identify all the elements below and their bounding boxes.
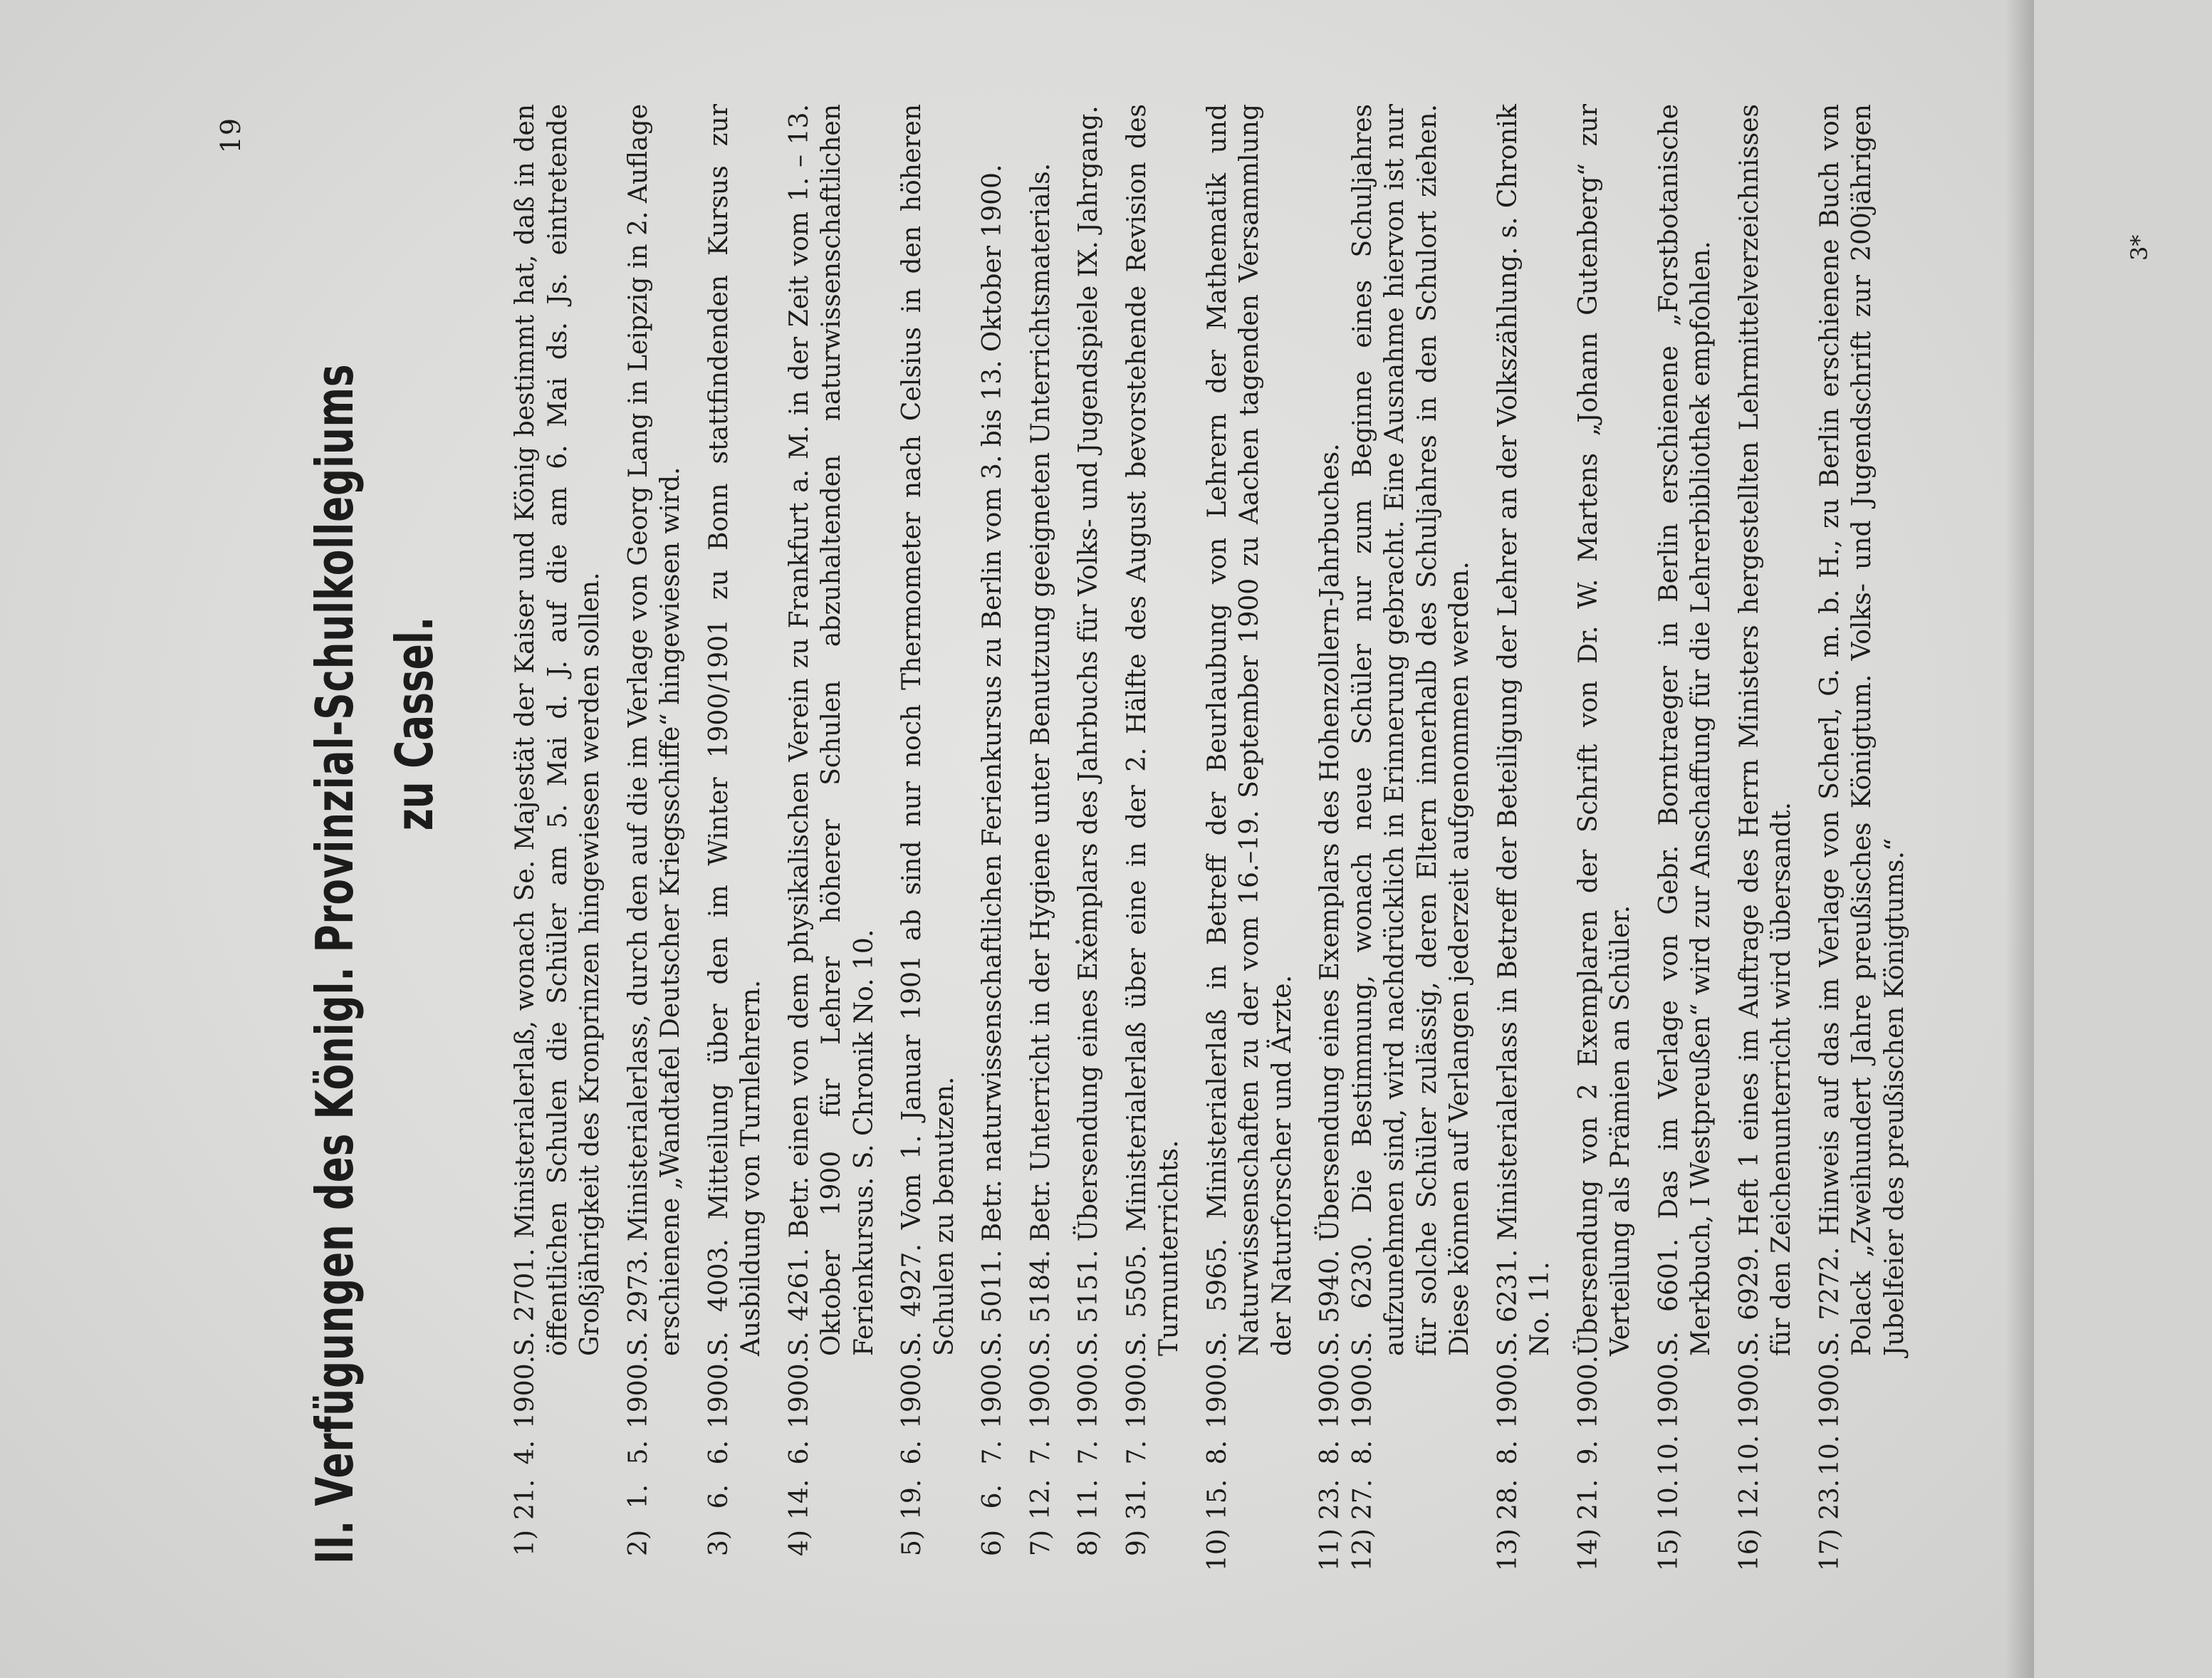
entry-day: 14. <box>784 1479 814 1520</box>
decree-list <box>509 104 1911 1571</box>
entry-day: 31. <box>1122 1479 1152 1520</box>
entry-text: Übersendung von 2 Exemplaren der Schrift von Dr. W. Martens „Johann Gutenberg“ zur Verteilung als Prämien an Schüler. <box>1573 104 1635 1356</box>
list-item <box>976 104 1009 1571</box>
entry-number: 14) <box>1573 1528 1603 1571</box>
printer-signature-mark: 3* <box>2126 234 2153 261</box>
entry-year: 1900. <box>1493 1355 1523 1429</box>
entry-day: 10. <box>1654 1479 1684 1520</box>
entry-text: S. 5940. Übersendung eines Exemplars des Hohenzollern-Jahrbuches. <box>1315 443 1345 1356</box>
list-item <box>1314 104 1347 1571</box>
list-item <box>896 104 961 1571</box>
entry-month: 6. <box>704 1440 734 1465</box>
entry-month: 10. <box>1734 1434 1764 1476</box>
list-item <box>1733 104 1798 1571</box>
entry-number: 1) <box>511 1530 540 1556</box>
entry-number: 13) <box>1493 1528 1523 1571</box>
entry-day: 6. <box>978 1484 1007 1509</box>
entry-year: 1900. <box>1573 1355 1603 1429</box>
entry-day: 11. <box>1074 1479 1103 1520</box>
entry-number: 11) <box>1315 1528 1345 1571</box>
list-item <box>703 104 768 1571</box>
section-title-continuation: zu Cassel. <box>385 616 444 831</box>
list-item <box>622 104 687 1571</box>
entry-year: 1900. <box>704 1355 734 1429</box>
list-item <box>1653 104 1718 1571</box>
entry-day: 15. <box>1202 1479 1232 1520</box>
entry-day: 19. <box>897 1479 927 1520</box>
entry-number: 9) <box>1122 1530 1152 1556</box>
entry-day: 21. <box>1573 1479 1603 1520</box>
entry-number: 17) <box>1815 1528 1845 1571</box>
section-title: II. Verfügungen des Königl. Provinzial-Schulkollegiums <box>305 363 365 1564</box>
entry-year: 1900. <box>1122 1355 1152 1429</box>
entry-year: 1900. <box>897 1355 927 1429</box>
entry-text: S. 2701. Ministerialerlaß, wonach Se. Majestät der Kaiser und König bestimmt hat, daß in den öffentlichen Schulen die Schüler am 5. Mai d. J. auf die am 6. Mai ds. Js. eintretende Großjährigkeit des Kronprinzen hingewiesen werden sollen. <box>511 104 605 1356</box>
list-item <box>1121 104 1186 1571</box>
list-item <box>783 104 881 1571</box>
entry-year: 1900. <box>1026 1355 1055 1429</box>
entry-day: 1. <box>623 1484 653 1509</box>
entry-number: 12) <box>1347 1528 1377 1571</box>
entry-month: 7. <box>1074 1440 1103 1465</box>
entry-text: S. 6230. Die Bestimmung, wonach neue Schüler nur zum Beginne eines Schuljahres aufzunehmen sind, wird nachdrücklich in Erinnerung gebracht. Eine Ausnahme hiervon ist nur für solche Schüler zulässig, deren Eltern innerhalb des Schuljahres in den Schulort ziehen. Diese können auf Verlangen jederzeit aufgenommen werden. <box>1347 104 1474 1356</box>
list-item <box>1025 104 1058 1571</box>
entry-number: 6) <box>978 1530 1007 1556</box>
entry-text: S. 5151. Übersendung eines Exemplars des Jahrbuchs für Volks- und Jugendspiele IX. Jahrgang. <box>1074 105 1103 1356</box>
entry-day: 12. <box>1026 1479 1055 1520</box>
entry-year: 1900. <box>1202 1355 1232 1429</box>
entry-year: 1900. <box>1074 1355 1103 1429</box>
entry-month: 10. <box>1654 1434 1684 1476</box>
entry-month: 8. <box>1347 1440 1377 1465</box>
entry-number: 15) <box>1654 1528 1684 1571</box>
entry-text: S. 4003. Mitteilung über den im Winter 1900/1901 zu Bonn stattfindenden Kursus zur Ausbildung von Turnlehrern. <box>704 104 766 1356</box>
entry-year: 1900. <box>978 1355 1007 1429</box>
entry-month: 8. <box>1315 1440 1345 1465</box>
entry-year: 1900. <box>623 1355 653 1429</box>
entry-year: 1900. <box>1315 1355 1345 1429</box>
entry-year: 1900. <box>1734 1355 1764 1429</box>
entry-year: 1900. <box>1347 1355 1377 1429</box>
entry-text: S. 5505. Ministerialerlaß über eine in der 2. Hälfte des August bevorstehende Revision des Turnunterrichts. <box>1122 104 1184 1356</box>
entry-day: 23. <box>1315 1479 1345 1520</box>
entry-number: 5) <box>897 1530 927 1556</box>
list-item <box>1201 104 1299 1571</box>
entry-day: 27. <box>1347 1479 1377 1520</box>
list-item <box>1073 104 1105 1571</box>
entry-month: 7. <box>1026 1440 1055 1465</box>
list-item <box>1572 104 1637 1571</box>
entry-text: S. 5965. Ministerialerlaß in Betreff der Beurlaubung von Lehrern der Mathematik und Naturwissenschaften zu der vom 16.–19. September 1900 zu Aachen tagenden Versammlung der Naturforscher und Ärzte. <box>1202 104 1297 1356</box>
entry-text: S. 5011. Betr. naturwissenschaftlichen Ferienkursus zu Berlin vom 3. bis 13. Oktober 1900. <box>978 164 1007 1356</box>
entry-month: 7. <box>1122 1440 1152 1465</box>
entry-month: 7. <box>978 1440 1007 1465</box>
entry-text: S. 6929. Heft 1 eines im Auftrage des Herrn Ministers hergestellten Lehrmittelverzeichnisses für den Zeichenunterricht wird übersandt. <box>1734 104 1796 1356</box>
entry-text: S. 4261. Betr. einen von dem physikalischen Verein zu Frankfurt a. M. in der Zeit vom 1. – 13. Oktober 1900 für Lehrer höherer Schulen abzuhaltenden naturwissenschaftlichen Ferienkursus. S. Chronik No. 10. <box>784 104 879 1356</box>
entry-number: 2) <box>623 1530 653 1556</box>
entry-number: 16) <box>1734 1528 1764 1571</box>
entry-text: S. 6231. Ministerialerlass in Betreff der Beteiligung der Lehrer an der Volkszählung. s. Chronik No. 11. <box>1493 104 1555 1356</box>
entry-day: 12. <box>1734 1479 1764 1520</box>
entry-day: 23. <box>1815 1479 1845 1520</box>
entry-number: 3) <box>704 1530 734 1556</box>
entry-number: 7) <box>1026 1530 1055 1556</box>
entry-year: 1900. <box>784 1355 814 1429</box>
entry-year: 1900. <box>511 1355 540 1429</box>
document-page <box>178 0 2212 1678</box>
entry-month: 8. <box>1493 1440 1523 1465</box>
list-item <box>1814 104 1911 1571</box>
entry-month: 4. <box>511 1440 540 1465</box>
entry-month: 8. <box>1202 1440 1232 1465</box>
entry-month: 5. <box>623 1440 653 1465</box>
entry-day: 21. <box>511 1479 540 1520</box>
entry-number: 4) <box>784 1530 814 1556</box>
entry-text: S. 4927. Vom 1. Januar 1901 ab sind nur noch Thermometer nach Celsius in den höheren Schulen zu benutzen. <box>897 104 959 1356</box>
entry-number: 8) <box>1074 1530 1103 1556</box>
page-number: 19 <box>215 118 246 154</box>
list-item <box>1492 104 1557 1571</box>
entry-year: 1900. <box>1815 1355 1845 1429</box>
entry-month: 9. <box>1573 1440 1603 1465</box>
entry-month: 6. <box>897 1440 927 1465</box>
list-item <box>509 104 607 1571</box>
list-item <box>1347 104 1476 1571</box>
entry-day: 6. <box>704 1484 734 1509</box>
entry-number: 10) <box>1202 1528 1232 1571</box>
entry-day: 28. <box>1493 1479 1523 1520</box>
entry-text: S. 6601. Das im Verlage von Gebr. Borntraeger in Berlin erschienene „Forstbotanische Merkbuch, I Westpreußen“ wird zur Anschaffung für die Lehrerbibliothek empfohlen. <box>1654 104 1716 1356</box>
entry-text: S. 5184. Betr. Unterricht in der Hygiene unter Benutzung geeigneten Unterrichtsmaterials. <box>1026 162 1055 1356</box>
entry-year: 1900. <box>1654 1355 1684 1429</box>
entry-month: 6. <box>784 1440 814 1465</box>
entry-text: S. 2973. Ministerialerlass, durch den auf die im Verlage von Georg Lang in Leipzig in 2. Auflage erschienene „Wandtafel Deutscher Kriegsschiffe“ hingewiesen wird. <box>623 104 685 1356</box>
entry-month: 10. <box>1815 1434 1845 1476</box>
entry-text: S. 7272. Hinweis auf das im Verlage von Scherl, G. m. b. H., zu Berlin erschienene Buch von Polack „Zweihundert Jahre preußisches Königtum. Volks- und Jugendschrift zur 200jährigen Jubelfeier des preußischen Königtums.“ <box>1815 104 1909 1356</box>
